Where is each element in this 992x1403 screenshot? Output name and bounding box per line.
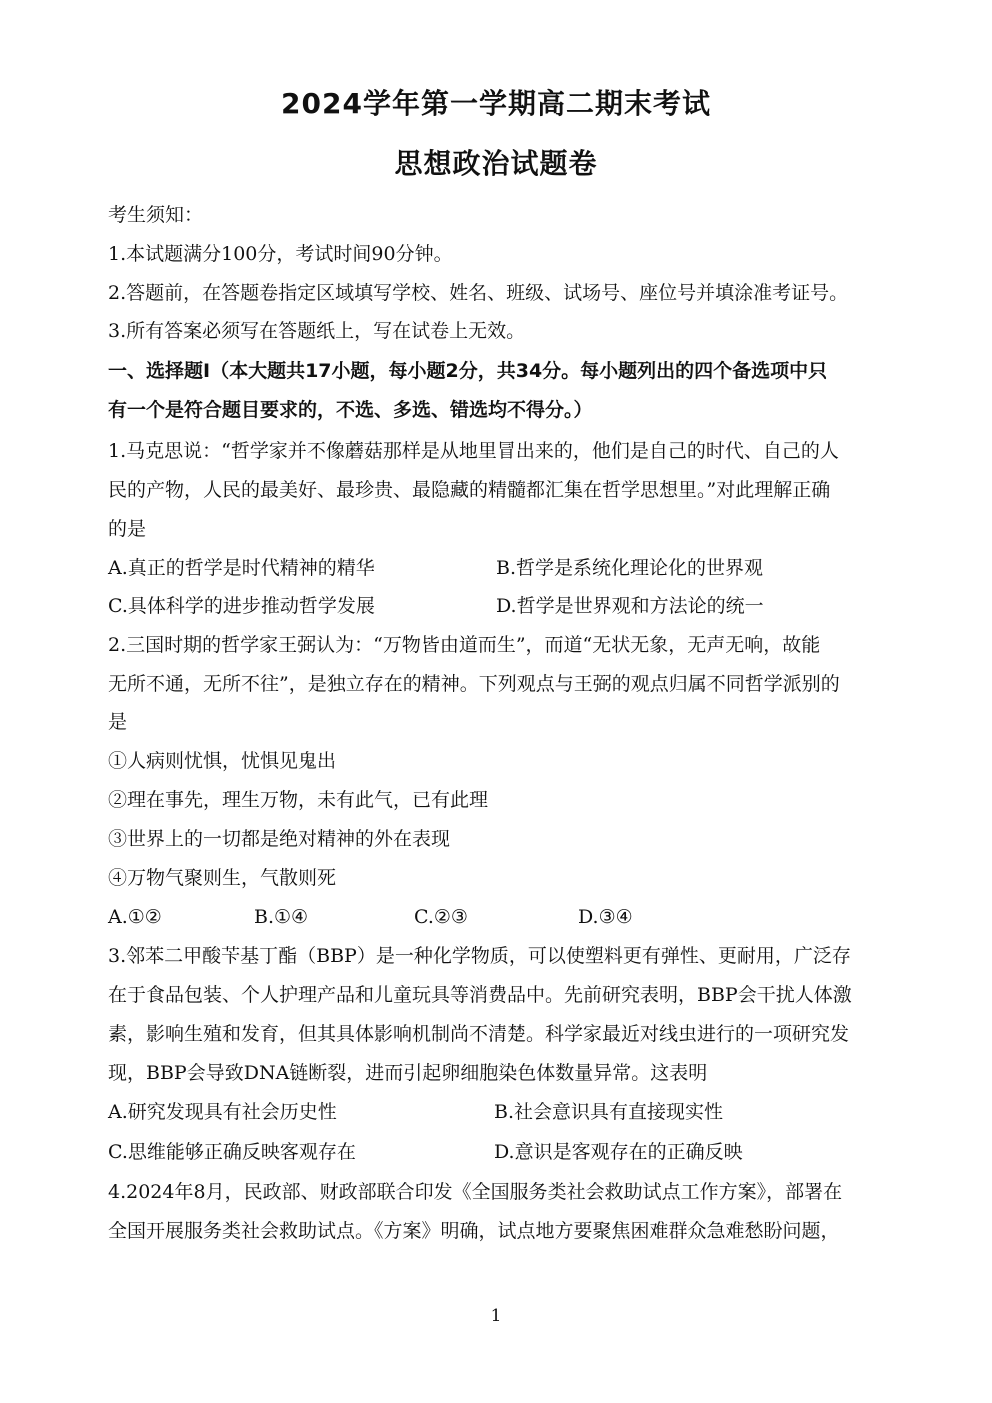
exam-subtitle: 思想政治试题卷 <box>394 147 598 180</box>
q1-option-d: D.哲学是世界观和方法论的统一 <box>496 595 764 617</box>
q3-stem-line-4: 现，BBP会导致DNA链断裂，进而引起卵细胞染色体数量异常。这表明 <box>108 1062 708 1084</box>
q1-stem-line-1: 1.马克思说：“哲学家并不像蘑菇那样是从地里冒出来的，他们是自己的时代、自己的人 <box>108 440 839 462</box>
section-heading-line-1: 一、选择题Ⅰ（本大题共17小题，每小题2分，共34分。每小题列出的四个备选项中只 <box>108 360 828 382</box>
q2-stem-line-1: 2.三国时期的哲学家王弼认为：“万物皆由道而生”，而道“无状无象，无声无响，故能 <box>108 634 821 656</box>
q2-option-d: D.③④ <box>578 906 633 928</box>
q2-stem-line-2: 无所不通，无所不往”，是独立存在的精神。下列观点与王弼的观点归属不同哲学派别的 <box>108 673 840 695</box>
q2-item-4: ④万物气聚则生，气散则死 <box>108 867 337 889</box>
q2-option-a: A.①② <box>108 906 162 928</box>
q2-option-c: C.②③ <box>414 906 468 928</box>
q1-option-c: C.具体科学的进步推动哲学发展 <box>108 595 375 617</box>
q3-option-a: A.研究发现具有社会历史性 <box>108 1101 337 1123</box>
q3-option-c: C.思维能够正确反映客观存在 <box>108 1141 356 1163</box>
q2-item-3: ③世界上的一切都是绝对精神的外在表现 <box>108 828 451 850</box>
q3-stem-line-2: 在于食品包装、个人护理产品和儿童玩具等消费品中。先前研究表明，BBP会干扰人体激 <box>108 984 852 1006</box>
notice-item-1: 1.本试题满分100分，考试时间90分钟。 <box>108 243 453 265</box>
q1-stem-line-2: 民的产物，人民的最美好、最珍贵、最隐藏的精髓都汇集在哲学思想里。”对此理解正确 <box>108 479 831 501</box>
q2-stem-line-3: 是 <box>108 711 128 733</box>
q3-option-b: B.社会意识具有直接现实性 <box>494 1101 724 1123</box>
q1-option-b: B.哲学是系统化理论化的世界观 <box>496 557 764 579</box>
q3-stem-line-3: 素，影响生殖和发育，但其具体影响机制尚不清楚。科学家最近对线虫进行的一项研究发 <box>108 1023 850 1045</box>
notice-item-2: 2.答题前，在答题卷指定区域填写学校、姓名、班级、试场号、座位号并填涂准考证号。 <box>108 282 849 304</box>
q1-stem-line-3: 的是 <box>108 518 147 540</box>
q3-stem-line-1: 3.邻苯二甲酸苄基丁酯（BBP）是一种化学物质，可以使塑料更有弹性、更耐用，广泛存 <box>108 945 851 967</box>
q2-item-2: ②理在事先，理生万物，未有此气，已有此理 <box>108 789 489 811</box>
q2-item-1: ①人病则忧惧，忧惧见鬼出 <box>108 750 337 772</box>
q4-stem-line-2: 全国开展服务类社会救助试点。《方案》明确，试点地方要聚焦困难群众急难愁盼问题， <box>108 1220 840 1242</box>
q1-option-a: A.真正的哲学是时代精神的精华 <box>108 557 375 579</box>
page-number: 1 <box>490 1306 502 1326</box>
exam-title: 2024学年第一学期高二期末考试 <box>281 87 711 120</box>
section-heading-line-2: 有一个是符合题目要求的，不选、多选、错选均不得分。） <box>108 399 593 421</box>
q3-option-d: D.意识是客观存在的正确反映 <box>494 1141 743 1163</box>
q2-option-b: B.①④ <box>254 906 309 928</box>
q4-stem-line-1: 4.2024年8月，民政部、财政部联合印发《全国服务类社会救助试点工作方案》，部署在 <box>108 1181 843 1203</box>
notice-item-3: 3.所有答案必须写在答题纸上，写在试卷上无效。 <box>108 320 526 342</box>
notice-heading: 考生须知： <box>108 204 204 226</box>
